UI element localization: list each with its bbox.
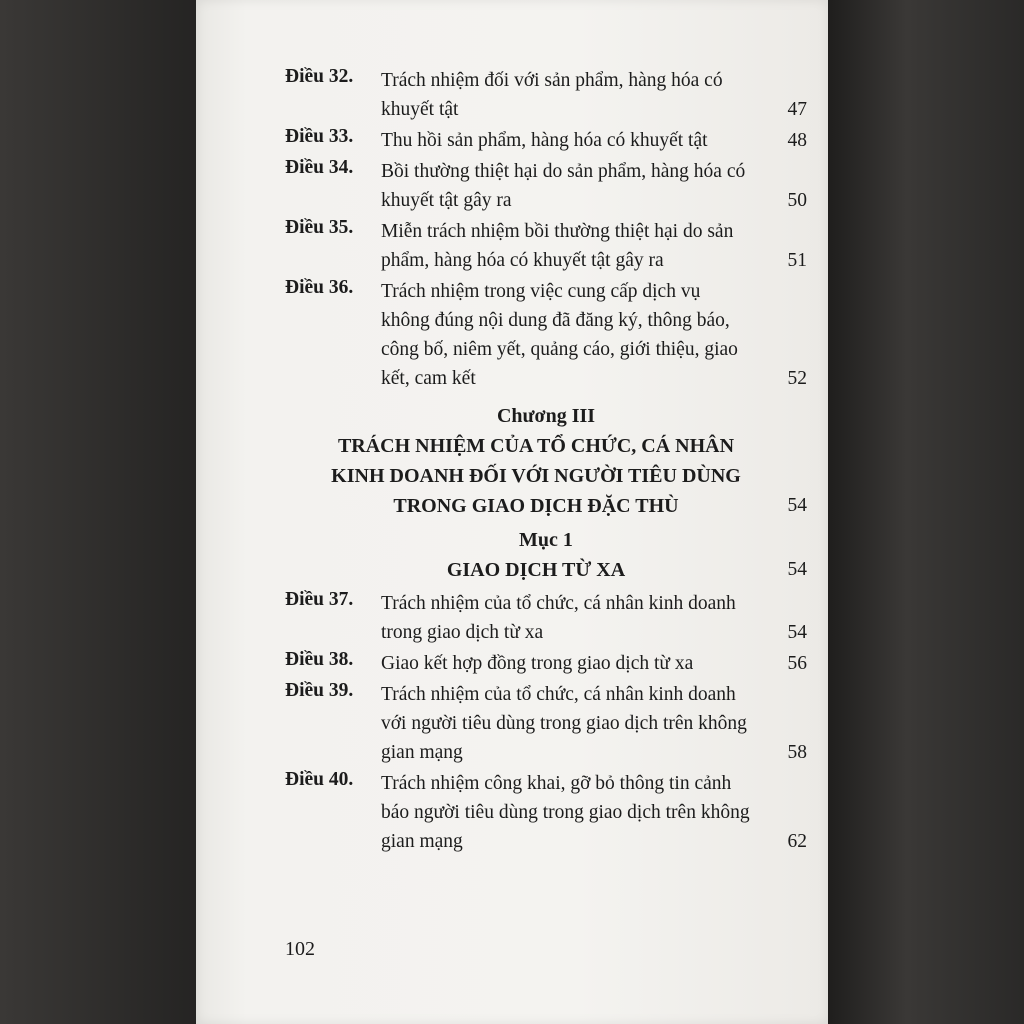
article-number: Điều 40. [285,769,354,790]
toc-entry-34 [285,157,807,215]
section-title: GIAO DỊCH TỪ XA [446,559,626,581]
page-reference: 58 [787,742,807,763]
page-number: 102 [285,938,315,960]
article-title: Thu hồi sản phẩm, hàng hóa có khuyết tật [381,130,708,151]
book-spine-shadow [0,0,196,1024]
toc-entry-37 [285,589,807,647]
article-number: Điều 34. [285,157,354,178]
article-number: Điều 38. [285,649,354,670]
article-title: Trách nhiệm của tổ chức, cá nhân kinh doanh với người tiêu dùng trong giao dịch trên không gian mạng [381,684,747,763]
page-edge-shadow [828,0,1024,1024]
toc-entry-35 [285,217,807,275]
toc-entry-39 [285,680,807,767]
page-reference: 56 [787,653,807,674]
article-title: Giao kết hợp đồng trong giao dịch từ xa [381,653,694,674]
article-number: Điều 35. [285,217,354,238]
page-reference: 62 [787,831,807,852]
page-reference: 54 [787,495,807,516]
table-of-contents [285,66,807,858]
article-title: Trách nhiệm của tổ chức, cá nhân kinh doanh trong giao dịch từ xa [381,593,736,643]
page-reference: 50 [787,190,807,211]
article-number: Điều 39. [285,680,354,701]
toc-entry-36 [285,277,807,393]
toc-entry-40 [285,769,807,856]
article-number: Điều 32. [285,66,354,87]
article-title: Trách nhiệm đối với sản phẩm, hàng hóa có khuyết tật [381,70,723,120]
chapter-label: Chương III [496,405,596,427]
chapter-title-line: TRONG GIAO DỊCH ĐẶC THÙ [393,495,679,517]
article-number: Điều 37. [285,589,354,610]
article-title: Miễn trách nhiệm bồi thường thiệt hại do sản phẩm, hàng hóa có khuyết tật gây ra [381,221,734,271]
chapter-title-line: KINH DOANH ĐỐI VỚI NGƯỜI TIÊU DÙNG [331,465,741,487]
article-number: Điều 33. [285,126,354,147]
toc-entry-33 [285,126,807,155]
toc-entry-38 [285,649,807,678]
page-reference: 54 [787,559,807,580]
article-number: Điều 36. [285,277,354,298]
article-title: Bồi thường thiệt hại do sản phẩm, hàng hóa có khuyết tật gây ra [381,161,746,211]
page-reference: 48 [787,130,807,151]
article-title: Trách nhiệm công khai, gỡ bỏ thông tin cảnh báo người tiêu dùng trong giao dịch trên không gian mạng [381,773,750,852]
toc-entry-32 [285,66,807,124]
section-label: Mục 1 [519,529,573,551]
chapter-title-line: TRÁCH NHIỆM CỦA TỔ CHỨC, CÁ NHÂN [337,435,735,457]
section-heading [285,525,807,585]
page-reference: 54 [787,622,807,643]
chapter-heading [285,401,807,521]
page-reference: 51 [787,250,807,271]
article-title: Trách nhiệm trong việc cung cấp dịch vụ không đúng nội dung đã đăng ký, thông báo, công bố, niêm yết, quảng cáo, giới thiệu, giao kết, cam kết [381,281,738,389]
page-reference: 47 [787,99,807,120]
page-reference: 52 [787,368,807,389]
